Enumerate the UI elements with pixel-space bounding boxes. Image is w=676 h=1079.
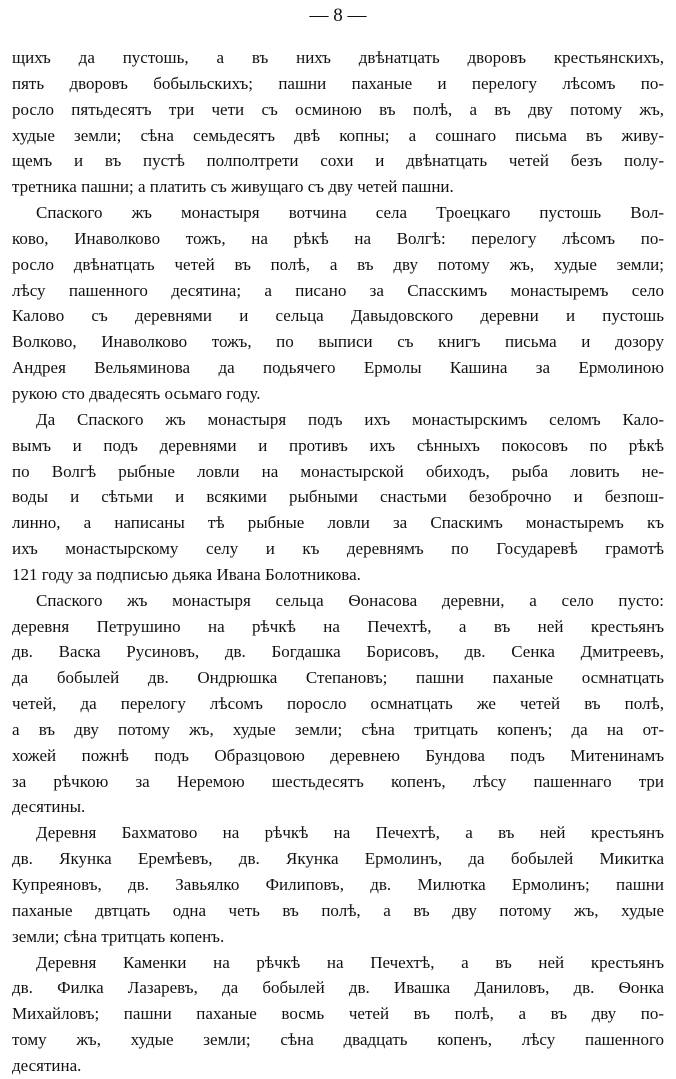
text-line: вымъ и подъ деревнями и противъ ихъ сѣнныхъ покосовъ по рѣкѣ [12, 435, 664, 455]
text-line: а въ дву потому жъ, худые земли; сѣна тритцать копенъ; да на от- [12, 719, 664, 739]
text-line: Волково, Инаволково тожъ, по выписи съ книгъ письма и дозору [12, 332, 664, 352]
text-line: за рѣчкою за Неремою шестьдесятъ копенъ, лѣсу пашеннаго три [12, 771, 664, 791]
text-line: линно, а написаны тѣ рыбные ловли за Спаскимъ монастыремъ къ [12, 513, 664, 533]
paragraph [12, 407, 664, 588]
text-line: щихъ да пустошь, а въ нихъ двѣнатцать дворовъ крестьянскихъ, [12, 48, 664, 67]
text-line: Калово съ деревнями и сельца Давыдовского деревни и пустошь [12, 306, 664, 326]
text-line: паханые двтцать одна четь въ полѣ, а въ дву потому жъ, худые [12, 900, 664, 920]
text-line: воды и сѣтьми и всякими рыбными снастьми безоброчно и безпош- [12, 487, 664, 507]
paragraph [12, 45, 664, 200]
text-line: 121 году за подписью дьяка Ивана Болотникова. [12, 564, 361, 584]
text-line: деревня Петрушино на рѣчкѣ на Печехтѣ, а въ ней крестьянъ [12, 616, 664, 636]
body-text [12, 45, 664, 1079]
text-line: Деревня Бахматово на рѣчкѣ на Печехтѣ, а въ ней крестьянъ [36, 823, 664, 843]
text-line: Спаского жъ монастыря сельца Ѳонасова деревни, а село пусто: [36, 590, 664, 610]
text-line: земли; сѣна тритцать копенъ. [12, 926, 225, 946]
text-line: тому жъ, худые земли; сѣна двадцать копенъ, лѣсу пашенного [12, 1030, 664, 1050]
text-line: Михайловъ; пашни паханые восмь четей въ полѣ, а въ дву по- [12, 1004, 664, 1024]
text-line: десятины. [12, 797, 86, 817]
text-line: третника пашни; а платить съ живущаго съ дву четей пашни. [12, 177, 454, 197]
text-line: Деревня Каменки на рѣчкѣ на Печехтѣ, а въ ней крестьянъ [36, 952, 664, 972]
text-line: дв. Васка Русиновъ, дв. Богдашка Борисовъ, дв. Сенка Дмитреевъ, [12, 642, 664, 662]
text-line: худые земли; сѣна семьдесятъ двѣ копны; а сошнаго письма въ живу- [12, 125, 664, 145]
paragraph [12, 820, 664, 949]
paragraph [12, 200, 664, 407]
text-line: хожей пожнѣ подъ Образцовою деревнею Бундова подъ Митенинамъ [12, 745, 664, 765]
text-line: Андрея Вельяминова да подьячего Ермолы Кашина за Ермолиною [12, 358, 664, 378]
text-line: ихъ монастырскому селу и къ деревнямъ по Государевѣ грамотѣ [12, 539, 664, 559]
text-line: лѣсу пашенного десятина; а писано за Спасскимъ монастыремъ село [12, 280, 664, 300]
text-line: десятина. [12, 1055, 82, 1075]
text-line: Купреяновъ, дв. Завьялко Филиповъ, дв. Милютка Ермолинъ; пашни [12, 875, 664, 894]
text-line: пять дворовъ бобыльскихъ; пашни паханые и перелогу лѣсомъ по- [12, 73, 664, 93]
text-line: рукою сто двадесять осьмаго году. [12, 383, 261, 403]
paragraph [12, 588, 664, 821]
paragraph [12, 950, 664, 1079]
text-line: дв. Якунка Еремѣевъ, дв. Якунка Ермолинъ, да бобылей Микитка [12, 849, 664, 869]
text-line: росло пятьдесятъ три чети съ осминою въ полѣ, а въ дву потому жъ, [12, 99, 664, 119]
page-number: — 8 — [309, 5, 367, 26]
text-line: четей, да перелогу лѣсомъ поросло осмнатцать же четей въ полѣ, [12, 694, 664, 714]
text-line: Да Спаского жъ монастыря подъ ихъ монастырскимъ селомъ Кало- [36, 409, 664, 429]
text-line: да бобылей дв. Ондрюшка Степановъ; пашни паханые осмнатцать [12, 668, 664, 688]
text-line: по Волгѣ рыбные ловли на монастырской обиходъ, рыба ловить не- [12, 461, 664, 481]
text-line: росло двѣнатцать четей въ полѣ, а въ дву потому жъ, худые земли; [12, 254, 664, 274]
text-line: щемъ и въ пустѣ полполтрети сохи и двѣнатцать четей безъ полу- [12, 151, 664, 171]
text-line: дв. Филка Лазаревъ, да бобылей дв. Ивашка Даниловъ, дв. Ѳонка [12, 978, 664, 998]
text-line: ково, Инаволково тожъ, на рѣкѣ на Волгѣ: перелогу лѣсомъ по- [12, 228, 664, 248]
text-line: Спаского жъ монастыря вотчина села Троецкаго пустошь Вол- [36, 203, 664, 223]
